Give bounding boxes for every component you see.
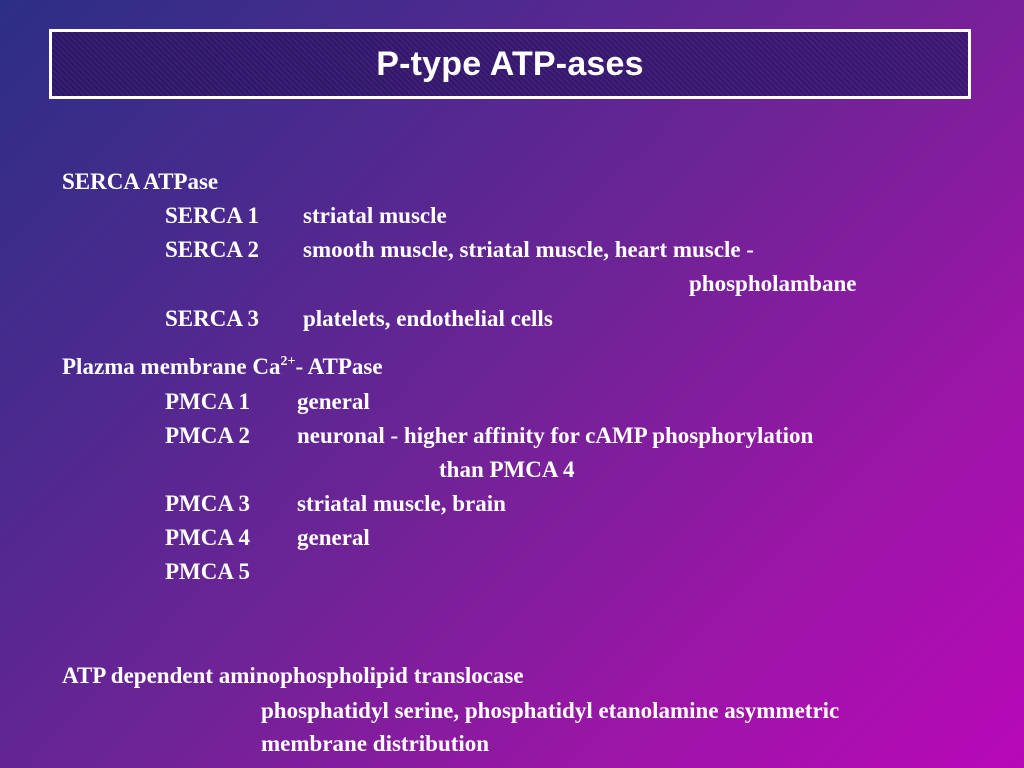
- pmca-1-desc: general: [297, 389, 370, 414]
- pmca-3-desc: striatal muscle, brain: [297, 491, 506, 516]
- pmca-heading-suffix: - ATPase: [295, 354, 383, 379]
- title-box: [49, 29, 971, 99]
- serca-3-label: SERCA 3: [165, 306, 259, 331]
- pmca-2-label: PMCA 2: [165, 423, 250, 448]
- serca-2-desc-cont: phospholambane: [689, 271, 857, 296]
- pmca-4-label: PMCA 4: [165, 525, 250, 550]
- translocase-heading: ATP dependent aminophospholipid translocase: [62, 663, 524, 688]
- slide-title: P-type ATP-ases: [376, 44, 644, 83]
- serca-1-label: SERCA 1: [165, 203, 259, 228]
- pmca-2-desc-cont: than PMCA 4: [439, 457, 575, 482]
- pmca-2-desc: neuronal - higher affinity for cAMP phosphorylation: [297, 423, 814, 448]
- pmca-1-label: PMCA 1: [165, 389, 250, 414]
- pmca-5-label: PMCA 5: [165, 559, 250, 584]
- pmca-heading-sup: 2+: [280, 354, 296, 369]
- serca-heading: SERCA ATPase: [62, 169, 219, 194]
- pmca-4-desc: general: [297, 525, 370, 550]
- pmca-heading: [62, 353, 383, 381]
- serca-3-desc: platelets, endothelial cells: [303, 306, 553, 331]
- pmca-3-label: PMCA 3: [165, 491, 250, 516]
- serca-2-desc: smooth muscle, striatal muscle, heart muscle -: [303, 237, 754, 262]
- translocase-desc-1: phosphatidyl serine, phosphatidyl etanolamine asymmetric: [261, 698, 840, 723]
- serca-2-label: SERCA 2: [165, 237, 259, 262]
- serca-1-desc: striatal muscle: [303, 203, 447, 228]
- pmca-heading-prefix: Plazma membrane Ca: [62, 354, 281, 379]
- translocase-desc-2: membrane distribution: [261, 731, 490, 756]
